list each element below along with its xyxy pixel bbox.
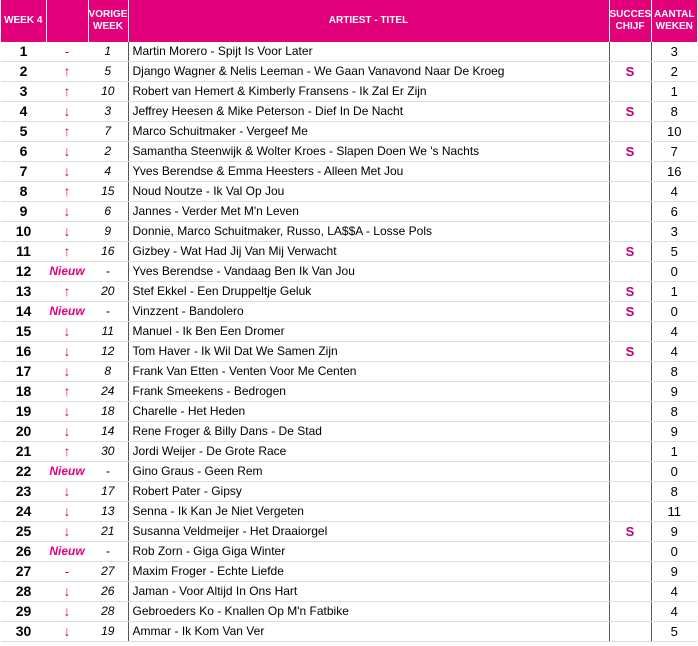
artist-title-cell: Rob Zorn - Giga Giga Winter [128, 542, 609, 562]
movement-cell: Nieuw [46, 302, 88, 322]
weeks-count-cell: 5 [651, 242, 697, 262]
rank-cell: 19 [1, 402, 46, 422]
table-row [1, 482, 697, 502]
rank-cell: 24 [1, 502, 46, 522]
succes-cell: S [609, 142, 651, 162]
weeks-count-cell: 0 [651, 262, 697, 282]
succes-cell [609, 122, 651, 142]
rank-cell: 14 [1, 302, 46, 322]
previous-week-cell: 9 [88, 222, 128, 242]
artist-title-cell: Frank Van Etten - Venten Voor Me Centen [128, 362, 609, 382]
weeks-count-cell: 4 [651, 182, 697, 202]
weeks-count-cell: 9 [651, 422, 697, 442]
weeks-count-cell: 8 [651, 482, 697, 502]
movement-cell: ↓ [46, 622, 88, 642]
succes-cell: S [609, 242, 651, 262]
table-row [1, 562, 697, 582]
succes-cell [609, 562, 651, 582]
artist-title-cell: Rene Froger & Billy Dans - De Stad [128, 422, 609, 442]
previous-week-cell: 2 [88, 142, 128, 162]
previous-week-cell: 3 [88, 102, 128, 122]
previous-week-cell: 20 [88, 282, 128, 302]
succes-cell [609, 42, 651, 62]
weeks-count-cell: 4 [651, 322, 697, 342]
previous-week-cell: - [88, 262, 128, 282]
succes-cell: S [609, 302, 651, 322]
table-row [1, 322, 697, 342]
previous-week-cell: - [88, 462, 128, 482]
previous-week-cell: 30 [88, 442, 128, 462]
movement-cell: ↓ [46, 102, 88, 122]
movement-cell: - [46, 562, 88, 582]
weeks-count-cell: 4 [651, 582, 697, 602]
previous-week-cell: 28 [88, 602, 128, 622]
header-title: ARTIEST - TITEL [128, 0, 609, 42]
table-row [1, 602, 697, 622]
succes-cell [609, 222, 651, 242]
previous-week-cell: 8 [88, 362, 128, 382]
rank-cell: 29 [1, 602, 46, 622]
previous-week-cell: 7 [88, 122, 128, 142]
movement-cell: ↑ [46, 62, 88, 82]
chart-table [1, 0, 697, 642]
succes-cell [609, 202, 651, 222]
rank-cell: 20 [1, 422, 46, 442]
movement-cell: ↓ [46, 202, 88, 222]
previous-week-cell: 17 [88, 482, 128, 502]
succes-cell: S [609, 342, 651, 362]
previous-week-cell: 27 [88, 562, 128, 582]
rank-cell: 6 [1, 142, 46, 162]
succes-cell [609, 502, 651, 522]
table-row [1, 162, 697, 182]
table-row [1, 382, 697, 402]
table-row [1, 282, 697, 302]
previous-week-cell: 19 [88, 622, 128, 642]
rank-cell: 11 [1, 242, 46, 262]
rank-cell: 2 [1, 62, 46, 82]
artist-title-cell: Django Wagner & Nelis Leeman - We Gaan Vanavond Naar De Kroeg [128, 62, 609, 82]
header-prev: VORIGE WEEK [88, 0, 128, 42]
weeks-count-cell: 9 [651, 562, 697, 582]
previous-week-cell: 24 [88, 382, 128, 402]
artist-title-cell: Susanna Veldmeijer - Het Draaiorgel [128, 522, 609, 542]
table-row [1, 362, 697, 382]
rank-cell: 1 [1, 42, 46, 62]
table-row [1, 462, 697, 482]
rank-cell: 10 [1, 222, 46, 242]
succes-cell: S [609, 522, 651, 542]
previous-week-cell: 6 [88, 202, 128, 222]
movement-cell: ↑ [46, 282, 88, 302]
movement-cell: ↑ [46, 442, 88, 462]
movement-cell: ↑ [46, 82, 88, 102]
succes-cell [609, 362, 651, 382]
artist-title-cell: Vinzzent - Bandolero [128, 302, 609, 322]
movement-cell: ↓ [46, 342, 88, 362]
artist-title-cell: Gizbey - Wat Had Jij Van Mij Verwacht [128, 242, 609, 262]
artist-title-cell: Jordi Weijer - De Grote Race [128, 442, 609, 462]
artist-title-cell: Robert Pater - Gipsy [128, 482, 609, 502]
succes-cell [609, 182, 651, 202]
previous-week-cell: 26 [88, 582, 128, 602]
artist-title-cell: Yves Berendse & Emma Heesters - Alleen Met Jou [128, 162, 609, 182]
rank-cell: 15 [1, 322, 46, 342]
weeks-count-cell: 1 [651, 442, 697, 462]
artist-title-cell: Manuel - Ik Ben Een Dromer [128, 322, 609, 342]
artist-title-cell: Samantha Steenwijk & Wolter Kroes - Slapen Doen We 's Nachts [128, 142, 609, 162]
movement-cell: ↑ [46, 382, 88, 402]
artist-title-cell: Charelle - Het Heden [128, 402, 609, 422]
succes-cell: S [609, 282, 651, 302]
previous-week-cell: 12 [88, 342, 128, 362]
succes-cell [609, 542, 651, 562]
table-row [1, 502, 697, 522]
previous-week-cell: 15 [88, 182, 128, 202]
movement-cell: ↓ [46, 162, 88, 182]
movement-cell: Nieuw [46, 542, 88, 562]
movement-cell: Nieuw [46, 262, 88, 282]
weeks-count-cell: 5 [651, 622, 697, 642]
table-row [1, 622, 697, 642]
succes-cell: S [609, 62, 651, 82]
table-row [1, 522, 697, 542]
previous-week-cell: 10 [88, 82, 128, 102]
table-row [1, 422, 697, 442]
table-row [1, 542, 697, 562]
table-row [1, 182, 697, 202]
rank-cell: 22 [1, 462, 46, 482]
succes-cell [609, 582, 651, 602]
header-succes: SUCCES CHIJF [609, 0, 651, 42]
succes-cell [609, 422, 651, 442]
weeks-count-cell: 11 [651, 502, 697, 522]
movement-cell: ↓ [46, 522, 88, 542]
table-row [1, 342, 697, 362]
movement-cell: ↑ [46, 182, 88, 202]
previous-week-cell: 16 [88, 242, 128, 262]
artist-title-cell: Jannes - Verder Met M'n Leven [128, 202, 609, 222]
table-row [1, 82, 697, 102]
table-row [1, 102, 697, 122]
weeks-count-cell: 2 [651, 62, 697, 82]
rank-cell: 18 [1, 382, 46, 402]
movement-cell: ↓ [46, 502, 88, 522]
movement-cell: ↓ [46, 422, 88, 442]
artist-title-cell: Robert van Hemert & Kimberly Fransens - Ik Zal Er Zijn [128, 82, 609, 102]
succes-cell [609, 402, 651, 422]
artist-title-cell: Noud Noutze - Ik Val Op Jou [128, 182, 609, 202]
artist-title-cell: Tom Haver - Ik Wil Dat We Samen Zijn [128, 342, 609, 362]
previous-week-cell: - [88, 302, 128, 322]
movement-cell: ↓ [46, 482, 88, 502]
rank-cell: 9 [1, 202, 46, 222]
table-row [1, 442, 697, 462]
weeks-count-cell: 3 [651, 42, 697, 62]
weeks-count-cell: 1 [651, 282, 697, 302]
table-row [1, 302, 697, 322]
rank-cell: 8 [1, 182, 46, 202]
previous-week-cell: 4 [88, 162, 128, 182]
weeks-count-cell: 0 [651, 542, 697, 562]
table-row [1, 222, 697, 242]
weeks-count-cell: 9 [651, 522, 697, 542]
movement-cell: ↓ [46, 602, 88, 622]
succes-cell [609, 382, 651, 402]
rank-cell: 4 [1, 102, 46, 122]
rank-cell: 7 [1, 162, 46, 182]
succes-cell [609, 482, 651, 502]
weeks-count-cell: 4 [651, 342, 697, 362]
movement-cell: ↑ [46, 122, 88, 142]
artist-title-cell: Senna - Ik Kan Je Niet Vergeten [128, 502, 609, 522]
weeks-count-cell: 7 [651, 142, 697, 162]
succes-cell [609, 602, 651, 622]
table-row [1, 62, 697, 82]
table-row [1, 42, 697, 62]
succes-cell: S [609, 102, 651, 122]
movement-cell: ↓ [46, 222, 88, 242]
previous-week-cell: 21 [88, 522, 128, 542]
movement-cell: ↓ [46, 322, 88, 342]
artist-title-cell: Marco Schuitmaker - Vergeef Me [128, 122, 609, 142]
artist-title-cell: Gebroeders Ko - Knallen Op M'n Fatbike [128, 602, 609, 622]
table-row [1, 402, 697, 422]
succes-cell [609, 82, 651, 102]
weeks-count-cell: 8 [651, 402, 697, 422]
artist-title-cell: Frank Smeekens - Bedrogen [128, 382, 609, 402]
previous-week-cell: 13 [88, 502, 128, 522]
table-row [1, 142, 697, 162]
movement-cell: ↑ [46, 242, 88, 262]
artist-title-cell: Gino Graus - Geen Rem [128, 462, 609, 482]
chart-rows [1, 42, 697, 642]
previous-week-cell: 18 [88, 402, 128, 422]
rank-cell: 21 [1, 442, 46, 462]
rank-cell: 30 [1, 622, 46, 642]
weeks-count-cell: 8 [651, 102, 697, 122]
artist-title-cell: Maxim Froger - Echte Liefde [128, 562, 609, 582]
table-row [1, 202, 697, 222]
weeks-count-cell: 10 [651, 122, 697, 142]
artist-title-cell: Jaman - Voor Altijd In Ons Hart [128, 582, 609, 602]
succes-cell [609, 462, 651, 482]
weeks-count-cell: 1 [651, 82, 697, 102]
header-movement [46, 0, 88, 42]
rank-cell: 5 [1, 122, 46, 142]
previous-week-cell: 14 [88, 422, 128, 442]
weeks-count-cell: 16 [651, 162, 697, 182]
weeks-count-cell: 9 [651, 382, 697, 402]
previous-week-cell: - [88, 542, 128, 562]
succes-cell [609, 162, 651, 182]
rank-cell: 27 [1, 562, 46, 582]
succes-cell [609, 262, 651, 282]
weeks-count-cell: 0 [651, 462, 697, 482]
movement-cell: - [46, 42, 88, 62]
movement-cell: Nieuw [46, 462, 88, 482]
movement-cell: ↓ [46, 582, 88, 602]
rank-cell: 26 [1, 542, 46, 562]
previous-week-cell: 11 [88, 322, 128, 342]
artist-title-cell: Martin Morero - Spijt Is Voor Later [128, 42, 609, 62]
rank-cell: 3 [1, 82, 46, 102]
succes-cell [609, 442, 651, 462]
artist-title-cell: Ammar - Ik Kom Van Ver [128, 622, 609, 642]
artist-title-cell: Jeffrey Heesen & Mike Peterson - Dief In De Nacht [128, 102, 609, 122]
movement-cell: ↓ [46, 142, 88, 162]
artist-title-cell: Stef Ekkel - Een Druppeltje Geluk [128, 282, 609, 302]
movement-cell: ↓ [46, 362, 88, 382]
rank-cell: 16 [1, 342, 46, 362]
movement-cell: ↓ [46, 402, 88, 422]
header-week: WEEK 4 [1, 0, 46, 42]
table-row [1, 242, 697, 262]
artist-title-cell: Donnie, Marco Schuitmaker, Russo, LA$$A - Losse Pols [128, 222, 609, 242]
rank-cell: 25 [1, 522, 46, 542]
rank-cell: 12 [1, 262, 46, 282]
weeks-count-cell: 3 [651, 222, 697, 242]
weeks-count-cell: 8 [651, 362, 697, 382]
artist-title-cell: Yves Berendse - Vandaag Ben Ik Van Jou [128, 262, 609, 282]
table-row [1, 582, 697, 602]
header-weeks: AANTAL WEKEN [651, 0, 697, 42]
table-row [1, 262, 697, 282]
succes-cell [609, 322, 651, 342]
table-row [1, 122, 697, 142]
weeks-count-cell: 0 [651, 302, 697, 322]
weeks-count-cell: 4 [651, 602, 697, 622]
previous-week-cell: 5 [88, 62, 128, 82]
rank-cell: 13 [1, 282, 46, 302]
previous-week-cell: 1 [88, 42, 128, 62]
rank-cell: 17 [1, 362, 46, 382]
rank-cell: 28 [1, 582, 46, 602]
succes-cell [609, 622, 651, 642]
weeks-count-cell: 6 [651, 202, 697, 222]
rank-cell: 23 [1, 482, 46, 502]
header-row [1, 0, 697, 42]
